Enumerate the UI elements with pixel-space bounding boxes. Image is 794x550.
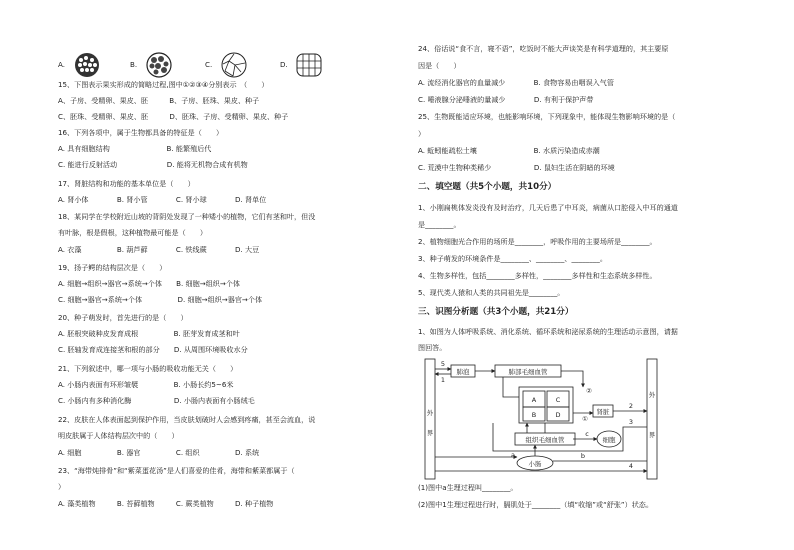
arrow-label-5: 5 [440,360,446,368]
q18-text-line2: 有叶脉，根是假根，这种植物最可能是（ ） [58,228,207,237]
q25-text-line1: 25、生物既能适应环境，也能影响环境，下列现象中，能体现生物影响环境的是（ [418,112,676,121]
q19-options-cd: C. 细胞→器官→系统→个体 D. 细胞→组织→器官→个体 [58,295,263,304]
plant-cell-image-b [146,52,172,78]
fill-q1-line1: 1、小刚扁桃体发炎没有及时治疗，几天后患了中耳炎，病菌从口腔侵入中耳的通道 [418,203,678,212]
q16-options-cd: C. 能进行反射活动 D. 能将无机物合成有机物 [58,160,248,169]
q23-options: A. 藻类植物 B. 苔藓植物 C. 蕨类植物 D. 种子植物 [58,499,274,508]
tissue-capillary-label: 组织毛细血管 [525,436,565,444]
answer-line-2: (2)图中1生理过程进行时，膈肌处于________（填“收缩”或“舒张”）状态。 [418,500,653,509]
q21-text: 21、下列叙述中，哪一项与小肠的吸收功能无关（ ） [58,364,238,373]
kidney-label: 肾脏 [596,408,610,416]
arrow-label-1: 1 [440,376,446,384]
fill-q3: 3、种子萌发的环境条件是________、________、________。 [418,254,607,263]
q20-options-cd: C. 胚轴发育成连接茎和根的部分 D. 从周围环境吸收水分 [58,345,248,354]
q22-text-line2: 明皮肤属于人体结构层次中的（ ） [58,431,179,440]
q17-text: 17、肾脏结构和功能的基本单位是（ ） [58,179,195,188]
outside-left-bar [425,359,435,479]
q24-options-ab: A. 流经消化器官的血量减少 B. 食物容易由咽误入气管 [418,78,614,87]
q15-text: 15、下图表示果实形成的简略过程,图中①②③④分别表示 （ ） [58,80,269,89]
heart-box [519,387,573,423]
q16-options-ab: A. 具有细胞结构 B. 能繁殖后代 [58,144,212,153]
plant-cell-image-c [221,52,247,78]
q19-text: 19、扬子鳄的结构层次是（ ） [58,263,167,272]
q21-options-ab: A. 小肠内表面有环形皱襞 B. 小肠长约5~6米 [58,380,234,389]
q15-options-cd: C、胚珠、受精卵、果皮、胚 D、胚珠、子房、受精卵、果皮、种子 [58,112,289,121]
fill-q2: 2、植物细胞光合作用的场所是________，呼吸作用的主要场所是________。 [418,237,657,246]
fill-q4: 4、生物多样性，包括________多样性，________多样性和生态系统多样性。 [418,271,657,280]
outside-right-bar [647,359,657,479]
circle-label-2: ② [586,387,592,395]
q14-options [58,52,403,82]
q18-options: A. 衣藻 B. 葫芦藓 C. 铁线蕨 D. 大豆 [58,245,260,254]
q24-text-line1: 24、俗话说“食不言，寝不语”，吃饭时不能大声谈笑是有科学道理的，其主要原 [418,44,669,53]
lung-capillary-label: 肺部毛细血管 [508,368,548,376]
q25-options-ab: A. 蚯蚓能疏松土壤 B. 水质污染造成赤潮 [418,146,600,155]
alveoli-label: 肺泡 [456,368,470,376]
q16-text: 16、下列各项中，属于生物都具备的特征是（ ） [58,128,224,137]
q24-text-line2: 因是（ ） [418,61,461,70]
plant-cell-image-a [74,52,100,78]
diagram-q1-line1: 1、如图为人体呼吸系统、消化系统、循环系统和泌尿系统的生理活动示意图，请据 [418,327,678,336]
section3-title: 三、识图分析题（共3个小题，共21分） [418,307,574,317]
q14-option-a-label: A. [58,60,65,69]
path-label-c: c [585,430,589,438]
q23-text-line1: 23、“海带炖排骨”和“紫菜蛋花汤”是人们喜爱的佳肴，海带和紫菜都属于（ [58,466,295,475]
fill-q1-line2: 是________。 [418,220,461,229]
small-intestine-label: 小肠 [528,460,542,468]
chamber-a-label: A [531,396,537,404]
q18-text-line1: 18、某同学在学校附近山坡的背阴处发现了一种矮小的植物，它们有茎和叶，但没 [58,212,316,221]
q24-options-cd: C. 唾液腺分泌唾液的量减少 D. 有利于保护声带 [418,95,594,104]
q25-options-cd: C. 荒漠中生物种类稀少 D. 鼠妇生活在阴暗的环境 [418,163,615,172]
physiology-diagram [423,357,667,481]
q14-option-d-label: D. [280,60,288,69]
chamber-b-label: B [531,411,537,419]
q15-options-ab: A、子房、受精卵、果皮、胚 B、子房、胚珠、果皮、种子 [58,96,260,105]
answer-line-1: (1)图中a生理过程叫________。 [418,483,518,492]
chamber-d-label: D [555,411,561,419]
q20-options-ab: A. 胚根突破种皮发育成根 B. 胚芽发育成茎和叶 [58,329,240,338]
outside-right-label-2: 界 [648,431,656,439]
chamber-c-label: C [555,396,561,404]
q20-text: 20、种子萌发时，首先进行的是（ ） [58,313,188,322]
q14-option-c-label: C. [205,60,213,69]
q14-option-b-label: B. [130,60,138,69]
q21-options-cd: C. 小肠内有多种消化酶 D. 小肠内表面有小肠绒毛 [58,396,255,405]
path-label-b: b [580,452,586,460]
q23-text-line2: ） [58,482,66,491]
outside-left-label: 外 [426,409,434,417]
section2-title: 二、填空题（共5个小题，共10分） [418,182,557,192]
path-label-a: a [511,451,515,459]
q22-text-line1: 22、皮肤在人体表面起到保护作用，当皮肤划破时人会感到疼痛，甚至会流血，说 [58,415,316,424]
fill-q5: 5、现代类人猿和人类的共同祖先是________。 [418,288,565,297]
q19-options-ab: A. 细胞→组织→器官→系统→个体 B. 细胞→组织→个体 [58,279,240,288]
q17-options: A. 肾小体 B. 肾小管 C. 肾小球 D. 肾单位 [58,195,267,204]
outside-right-label: 外 [648,391,656,399]
outside-left-label-2: 界 [426,429,434,437]
q25-text-line2: ） [418,129,426,138]
arrow-label-2: 2 [628,402,634,410]
q22-options: A. 细胞 B. 器官 C. 组织 D. 系统 [58,448,260,457]
cell-label: 细胞 [602,436,616,444]
plant-cell-image-d [296,52,322,78]
diagram-q1-line2: 图回答。 [418,343,447,352]
arrow-label-4: 4 [628,462,634,470]
circle-label-1: ① [582,415,588,423]
arrow-label-3: 3 [628,418,634,426]
